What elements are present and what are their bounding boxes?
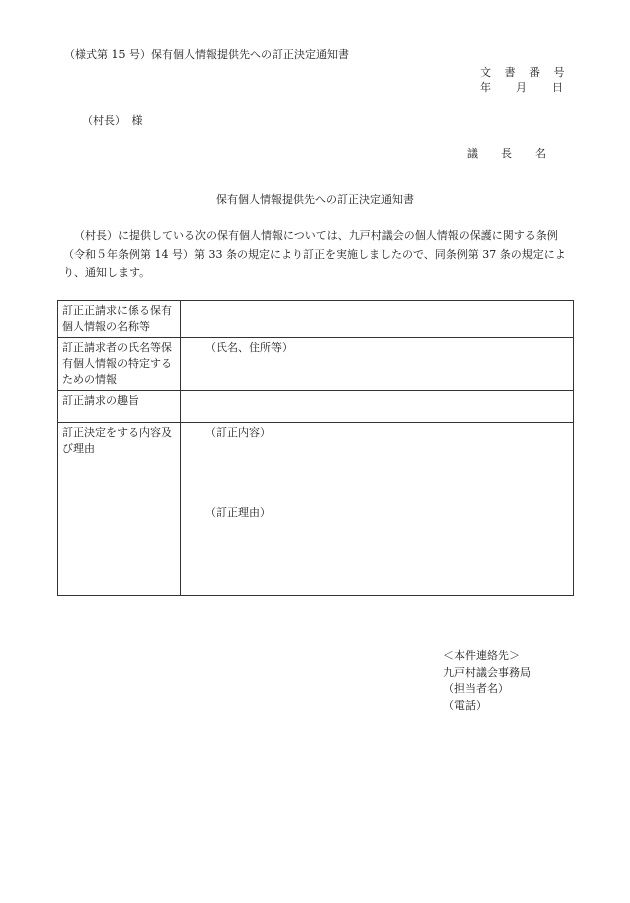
document-number-label: 文 書 番 号 (480, 66, 570, 79)
contact-phone: （電話） (443, 698, 487, 712)
information-table (57, 300, 574, 596)
form-number-label: （様式第 15 号）保有個人情報提供先への訂正決定通知書 (64, 48, 349, 61)
request-purpose-label: 訂正請求の趣旨 (58, 391, 181, 423)
table-row (58, 423, 574, 596)
decision-content-value (181, 423, 574, 596)
decision-content-label: 訂正決定をする内容及び理由 (58, 423, 181, 596)
date-line: 年 月 日 (480, 81, 564, 94)
requester-identity-label: 訂正請求者の氏名等保有個人情報の特定するための情報 (58, 338, 181, 391)
requester-identity-value: （氏名、住所等） (181, 338, 574, 391)
request-purpose-value (181, 391, 574, 423)
contact-person: （担当者名） (443, 682, 509, 695)
correction-reason-label: （訂正理由） (205, 506, 271, 519)
contact-block (443, 648, 531, 714)
contact-office: 九戸村議会事務局 (443, 665, 531, 679)
request-info-name-value (181, 301, 574, 338)
request-info-name-label: 訂正正請求に係る保有個人情報の名称等 (58, 301, 181, 338)
body-paragraph: （村長）に提供している次の保有個人情報については、九戸村議会の個人情報の保護に関する条例（令和５年条例第 14 号）第 33 条の規定により訂正を実施しましたので、同条例第 37 条の規定により、通知します。 (63, 229, 566, 279)
recipient-name: （村長） 様 (82, 114, 143, 127)
correction-content-label: （訂正内容） (205, 426, 271, 439)
document-title: 保有個人情報提供先への訂正決定通知書 (216, 193, 414, 206)
table-row (58, 301, 574, 338)
table-row (58, 338, 574, 391)
contact-heading: ＜本件連絡先＞ (443, 649, 520, 662)
table-row (58, 391, 574, 423)
sender-name: 議 長 名 (467, 147, 552, 160)
